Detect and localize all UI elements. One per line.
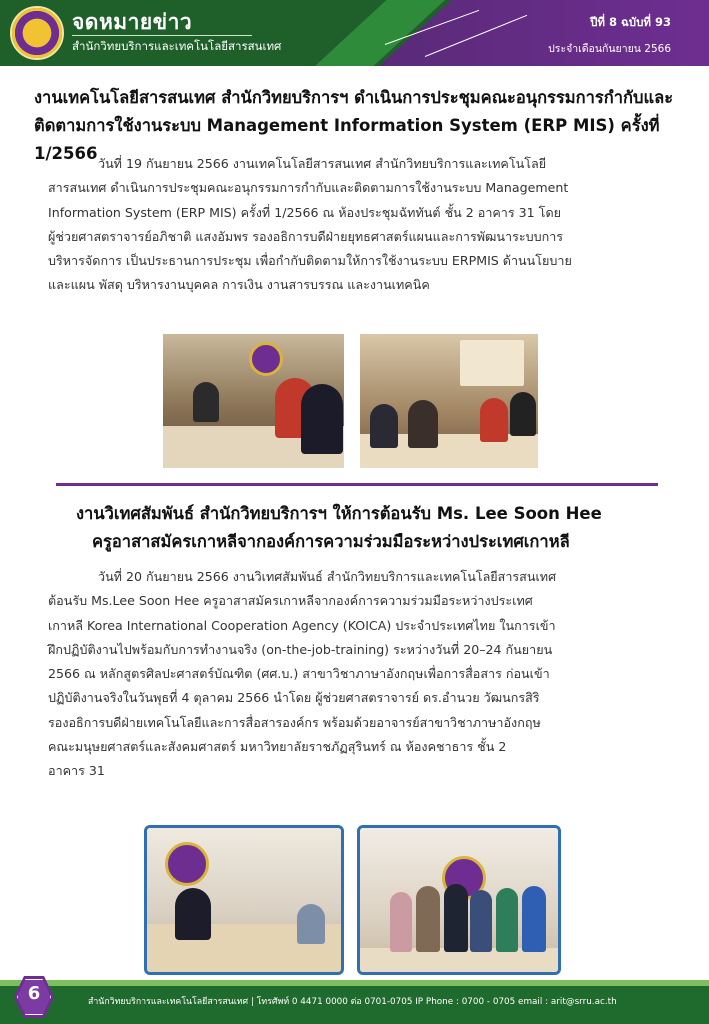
university-logo <box>10 6 64 60</box>
article1-line: ผู้ช่วยศาสตราจารย์อภิชาติ แสงอัมพร รองอธิการบดีฝ่ายยุทธศาสตร์แผนและการพัฒนาระบบการ <box>48 228 564 244</box>
footer-accent-band <box>0 980 709 986</box>
welcome-photo-2 <box>357 825 561 975</box>
article2-body <box>48 565 662 784</box>
article2-line: รองอธิการบดีฝ่ายเทคโนโลยีและการสื่อสารองค์กร พร้อมด้วยอาจารย์สาขาวิชาภาษาอังกฤษ <box>48 714 541 730</box>
issue-month: ประจำเดือนกันยายน 2566 <box>548 43 671 55</box>
article2-line: เกาหลี Korea International Cooperation Agency (KOICA) ประจำประเทศไทย ในการเข้า <box>48 617 556 633</box>
article1-line: บริหารจัดการ เป็นประธานการประชุม เพื่อกำกับติดตามให้การใช้งานระบบ ERPMIS ด้านนโยบาย <box>48 253 572 269</box>
article1-line: และแผน พัสดุ บริหารงานบุคคล การเงิน งานสารบรรณ และงานเทคนิค <box>48 277 430 293</box>
article1-body <box>48 152 662 298</box>
article1-headline-line2: ติดตามการใช้งานระบบ Management Information System (ERP MIS) ครั้งที่ 1/2566 <box>34 116 660 163</box>
article2-line: คณะมนุษยศาสตร์และสังคมศาสตร์ มหาวิทยาลัยราชภัฏสุรินทร์ ณ ห้องคชาธาร ชั้น 2 <box>48 739 507 755</box>
article1-line: Information System (ERP MIS) ครั้งที่ 1/2566 ณ ห้องประชุมฉัททันต์ ชั้น 2 อาคาร 31 โดย <box>48 204 561 220</box>
meeting-photo-2 <box>360 334 538 468</box>
article1-headline-line1: งานเทคโนโลยีสารสนเทศ สำนักวิทยบริการฯ ดำเนินการประชุมคณะอนุกรรมการกำกับและ <box>34 88 674 107</box>
issue-number: ปีที่ 8 ฉบับที่ 93 <box>590 15 671 29</box>
footer-contact: สำนักวิทยบริการและเทคโนโลยีสารสนเทศ | โทรศัพท์ 0 4471 0000 ต่อ 0701-0705 IP Phone : 0700 - 0705 email : arit@srru.ac.th <box>88 997 617 1007</box>
article2-headline <box>76 500 602 556</box>
article1-line: วันที่ 19 กันยายน 2566 งานเทคโนโลยีสารสนเทศ สำนักวิทยบริการและเทคโนโลยี <box>98 156 547 171</box>
article2-headline-line2: ครูอาสาสมัครเกาหลีจากองค์การความร่วมมือระหว่างประเทศเกาหลี <box>92 532 570 551</box>
article2-line: ต้อนรับ Ms.Lee Soon Hee ครูอาสาสมัครเกาหลีจากองค์การความร่วมมือระหว่างประเทศ <box>48 593 533 609</box>
meeting-photo-1 <box>163 334 344 468</box>
newsletter-subtitle: สำนักวิทยบริการและเทคโนโลยีสารสนเทศ <box>72 39 282 53</box>
article2-line: ฝึกปฏิบัติงานไปพร้อมกับการทำงานจริง (on-the-job-training) ระหว่างวันที่ 20–24 กันยายน <box>48 641 553 657</box>
section-divider <box>56 483 658 486</box>
title-underline <box>72 35 252 36</box>
article1-line: สารสนเทศ ดำเนินการประชุมคณะอนุกรรมการกำกับและติดตามการใช้งานระบบ Management <box>48 180 569 196</box>
newsletter-title: จดหมายข่าว <box>72 10 193 34</box>
article2-headline-line1: งานวิเทศสัมพันธ์ สำนักวิทยบริการฯ ให้การต้อนรับ Ms. Lee Soon Hee <box>76 504 602 523</box>
article2-line: วันที่ 20 กันยายน 2566 งานวิเทศสัมพันธ์ สำนักวิทยบริการและเทคโนโลยีสารสนเทศ <box>98 569 557 584</box>
page-number: 6 <box>27 983 41 1004</box>
article2-line: อาคาร 31 <box>48 763 105 779</box>
article2-line: ปฏิบัติงานจริงในวันพุธที่ 4 ตุลาคม 2566 นำโดย ผู้ช่วยศาสตราจารย์ ดร.อำนวย วัฒนกรสิริ <box>48 690 540 706</box>
welcome-photo-1 <box>144 825 344 975</box>
article2-line: 2566 ณ หลักสูตรศิลปะศาสตร์บัณฑิต (ศศ.บ.) สาขาวิชาภาษาอังกฤษเพื่อการสื่อสาร ก่อนเข้า <box>48 666 550 682</box>
